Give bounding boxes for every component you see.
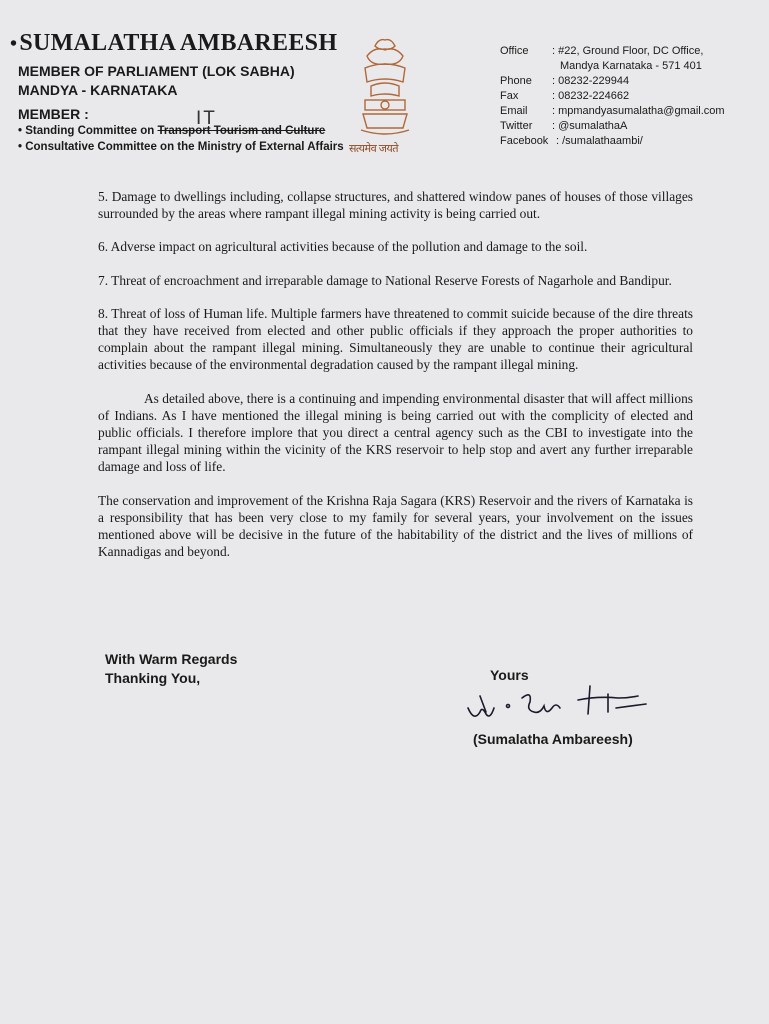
member-label: MEMBER : (18, 106, 89, 122)
contact-facebook: Facebook : /sumalathaambi/ (500, 135, 643, 147)
paragraph-6: 6. Adverse impact on agricultural activities because of the pollution and damage to the soil. (98, 239, 588, 255)
mp-name (10, 30, 340, 57)
committee-1-prefix: • Standing Committee on (18, 125, 158, 137)
letter-body (98, 188, 693, 576)
closing-block (105, 650, 237, 688)
paragraph-8: 8. Threat of loss of Human life. Multiple farmers have threatened to commit suicide because of the dire threats that they have received from elected and other public officials if they approach the proper authorities to complain about the rampant illegal mining. Simultaneously they are unable to continue their agricultural activities because of the environmental degradation caused by the rampant illegal mining. (98, 305, 693, 373)
signature-icon (460, 678, 670, 728)
constituency: MANDYA - KARNATAKA (18, 82, 178, 98)
committee-2: • Consultative Committee on the Ministry of External Affairs (18, 141, 344, 153)
paragraph-7: 7. Threat of encroachment and irreparable damage to National Reserve Forests of Nagarhole and Bandipur. (98, 272, 672, 288)
closing-regards: With Warm Regards (105, 651, 238, 667)
emblem-motto: सत्यमेव जयते (349, 143, 399, 155)
contact-twitter: Twitter : @sumalathaA (500, 120, 628, 132)
contact-phone: Phone : 08232-229944 (500, 75, 630, 87)
contact-block (500, 44, 760, 149)
paragraph-conclusion: The conservation and improvement of the Krishna Raja Sagara (KRS) Reservoir and the rivers of Karnataka is a responsibility that has been very close to my family for several years, your involvement on the issues mentioned above will be decisive in the future of the habitability of the district and the lives of millions of Kannadigas and beyond. (98, 492, 693, 560)
paragraph-request: As detailed above, there is a continuing and impending environmental disaster that will affect millions of Indians. As I have mentioned the illegal mining is being carried out with the complicity of elected and public officials. I therefore implore that you direct a central agency such as the CBI to investigate into the rampant illegal mining within the vicinity of the KRS reservoir to help stop and avert any further irreparable damage and loss of life. (98, 390, 693, 475)
contact-email: Email : mpmandyasumalatha@gmail.com (500, 105, 725, 117)
contact-office: Office : #22, Ground Floor, DC Office, (500, 45, 704, 57)
designation: MEMBER OF PARLIAMENT (LOK SABHA) (18, 63, 295, 79)
mp-name-text: SUMALATHA AMBAREESH (19, 30, 338, 56)
paragraph-5: 5. Damage to dwellings including, collapse structures, and shattered window panes of houses of those villages surrounded by the areas where rampant illegal mining activity is being carried out. (98, 189, 693, 222)
closing-thanks: Thanking You, (105, 670, 201, 686)
contact-address-line2: Mandya Karnataka - 571 401 (560, 60, 702, 72)
committee-1 (18, 124, 340, 139)
contact-fax: Fax : 08232-224662 (500, 90, 630, 102)
letterhead-left (10, 30, 344, 155)
signature-name: (Sumalatha Ambareesh) (473, 731, 633, 747)
committee-1-struck: Transport Tourism and Culture (157, 125, 326, 137)
name-bullet: • (10, 33, 18, 55)
closing-yours: Yours (490, 667, 529, 683)
handwritten-note: IT (196, 108, 217, 129)
